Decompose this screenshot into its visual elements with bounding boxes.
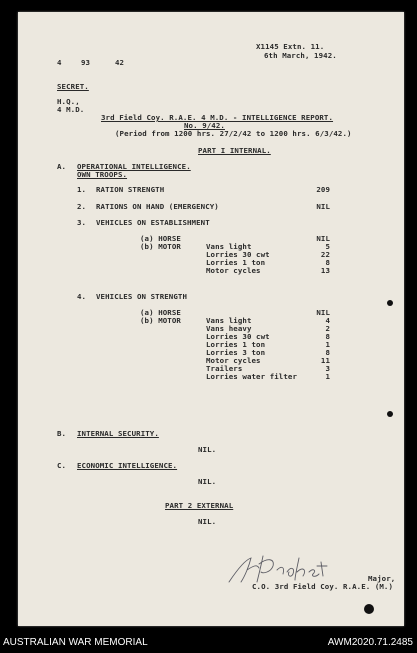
- signatory-title: C.O. 3rd Field Coy. R.A.E. (M.): [252, 582, 394, 591]
- item-2-value: NIL: [316, 202, 330, 211]
- footer-institution: AUSTRALIAN WAR MEMORIAL: [3, 637, 148, 648]
- list-item-value: 8: [325, 258, 330, 267]
- item-1-number: 1.: [77, 185, 87, 194]
- section-b-letter: B.: [57, 429, 67, 438]
- list-item-value: 8: [325, 332, 330, 341]
- list-item-value: 13: [320, 266, 330, 275]
- list-item-value: 1: [325, 372, 330, 381]
- file-number-3: 42: [115, 58, 125, 67]
- item-3-number: 3.: [77, 218, 87, 227]
- list-item-value: 11: [320, 356, 330, 365]
- report-title: 3rd Field Coy. R.A.E. 4 M.D. - INTELLIGENCE REPORT.: [101, 113, 334, 122]
- list-item: Lorries 1 ton: [206, 340, 266, 349]
- file-number-1: 4: [57, 58, 62, 67]
- footer-accession-number: AWM2020.71.2485: [327, 637, 413, 648]
- section-a-title: OPERATIONAL INTELLIGENCE.: [77, 162, 191, 171]
- list-item: Trailers: [206, 364, 243, 373]
- list-item: Vans heavy: [206, 324, 252, 333]
- section-a-subtitle: OWN TROOPS.: [77, 170, 128, 179]
- item-3-motor-label: (b) MOTOR: [140, 242, 181, 251]
- list-item: Lorries water filter: [206, 372, 297, 381]
- section-c-title: ECONOMIC INTELLIGENCE.: [77, 461, 178, 470]
- list-item: Motor cycles: [206, 356, 261, 365]
- part-1-heading: PART I INTERNAL.: [198, 146, 271, 155]
- item-3-horse-value: NIL: [316, 234, 330, 243]
- reference-number: X1145 Extn. 11.: [256, 42, 325, 51]
- list-item-value: 22: [320, 250, 330, 259]
- list-item: Vans light: [206, 242, 252, 251]
- list-item-value: 4: [325, 316, 330, 325]
- list-item: Vans light: [206, 316, 252, 325]
- section-b-value: NIL.: [198, 445, 217, 454]
- list-item-value: 5: [325, 242, 330, 251]
- part-2-heading: PART 2 EXTERNAL: [165, 501, 234, 510]
- report-period: (Period from 1200 hrs. 27/2/42 to 1200 hrs. 6/3/42.): [115, 129, 352, 138]
- item-2-label: RATIONS ON HAND (EMERGENCY): [96, 202, 219, 211]
- item-4-motor-label: (b) MOTOR: [140, 316, 181, 325]
- item-4-number: 4.: [77, 292, 87, 301]
- item-4-label: VEHICLES ON STRENGTH: [96, 292, 187, 301]
- section-c-value: NIL.: [198, 477, 217, 486]
- document-page: [18, 12, 404, 626]
- item-3-horse-label: (a) HORSE: [140, 234, 181, 243]
- item-3-label: VEHICLES ON ESTABLISHMENT: [96, 218, 210, 227]
- part-2-value: NIL.: [198, 517, 217, 526]
- list-item: Lorries 3 ton: [206, 348, 266, 357]
- list-item-value: 3: [325, 364, 330, 373]
- footer-bar: [0, 633, 417, 653]
- punch-hole: [387, 411, 393, 417]
- addressee-line-2: 4 M.D.: [57, 105, 85, 114]
- list-item: Lorries 30 cwt: [206, 332, 270, 341]
- list-item: Lorries 30 cwt: [206, 250, 270, 259]
- list-item: Motor cycles: [206, 266, 261, 275]
- document-date: 6th March, 1942.: [264, 51, 337, 60]
- report-number: No. 9/42.: [184, 121, 225, 130]
- addressee-line-1: H.Q.,: [57, 97, 80, 106]
- item-1-value: 209: [316, 185, 330, 194]
- list-item-value: 8: [325, 348, 330, 357]
- file-number-2: 93: [81, 58, 91, 67]
- classification-marking: SECRET.: [57, 82, 89, 91]
- signatory-rank: Major,: [368, 574, 396, 583]
- item-4-horse-label: (a) HORSE: [140, 308, 181, 317]
- section-b-title: INTERNAL SECURITY.: [77, 429, 159, 438]
- punch-hole: [364, 604, 374, 614]
- list-item-value: 2: [325, 324, 330, 333]
- punch-hole: [387, 300, 393, 306]
- item-4-horse-value: NIL: [316, 308, 330, 317]
- section-a-letter: A.: [57, 162, 67, 171]
- list-item-value: 1: [325, 340, 330, 349]
- list-item: Lorries 1 ton: [206, 258, 266, 267]
- item-1-label: RATION STRENGTH: [96, 185, 165, 194]
- section-c-letter: C.: [57, 461, 67, 470]
- item-2-number: 2.: [77, 202, 87, 211]
